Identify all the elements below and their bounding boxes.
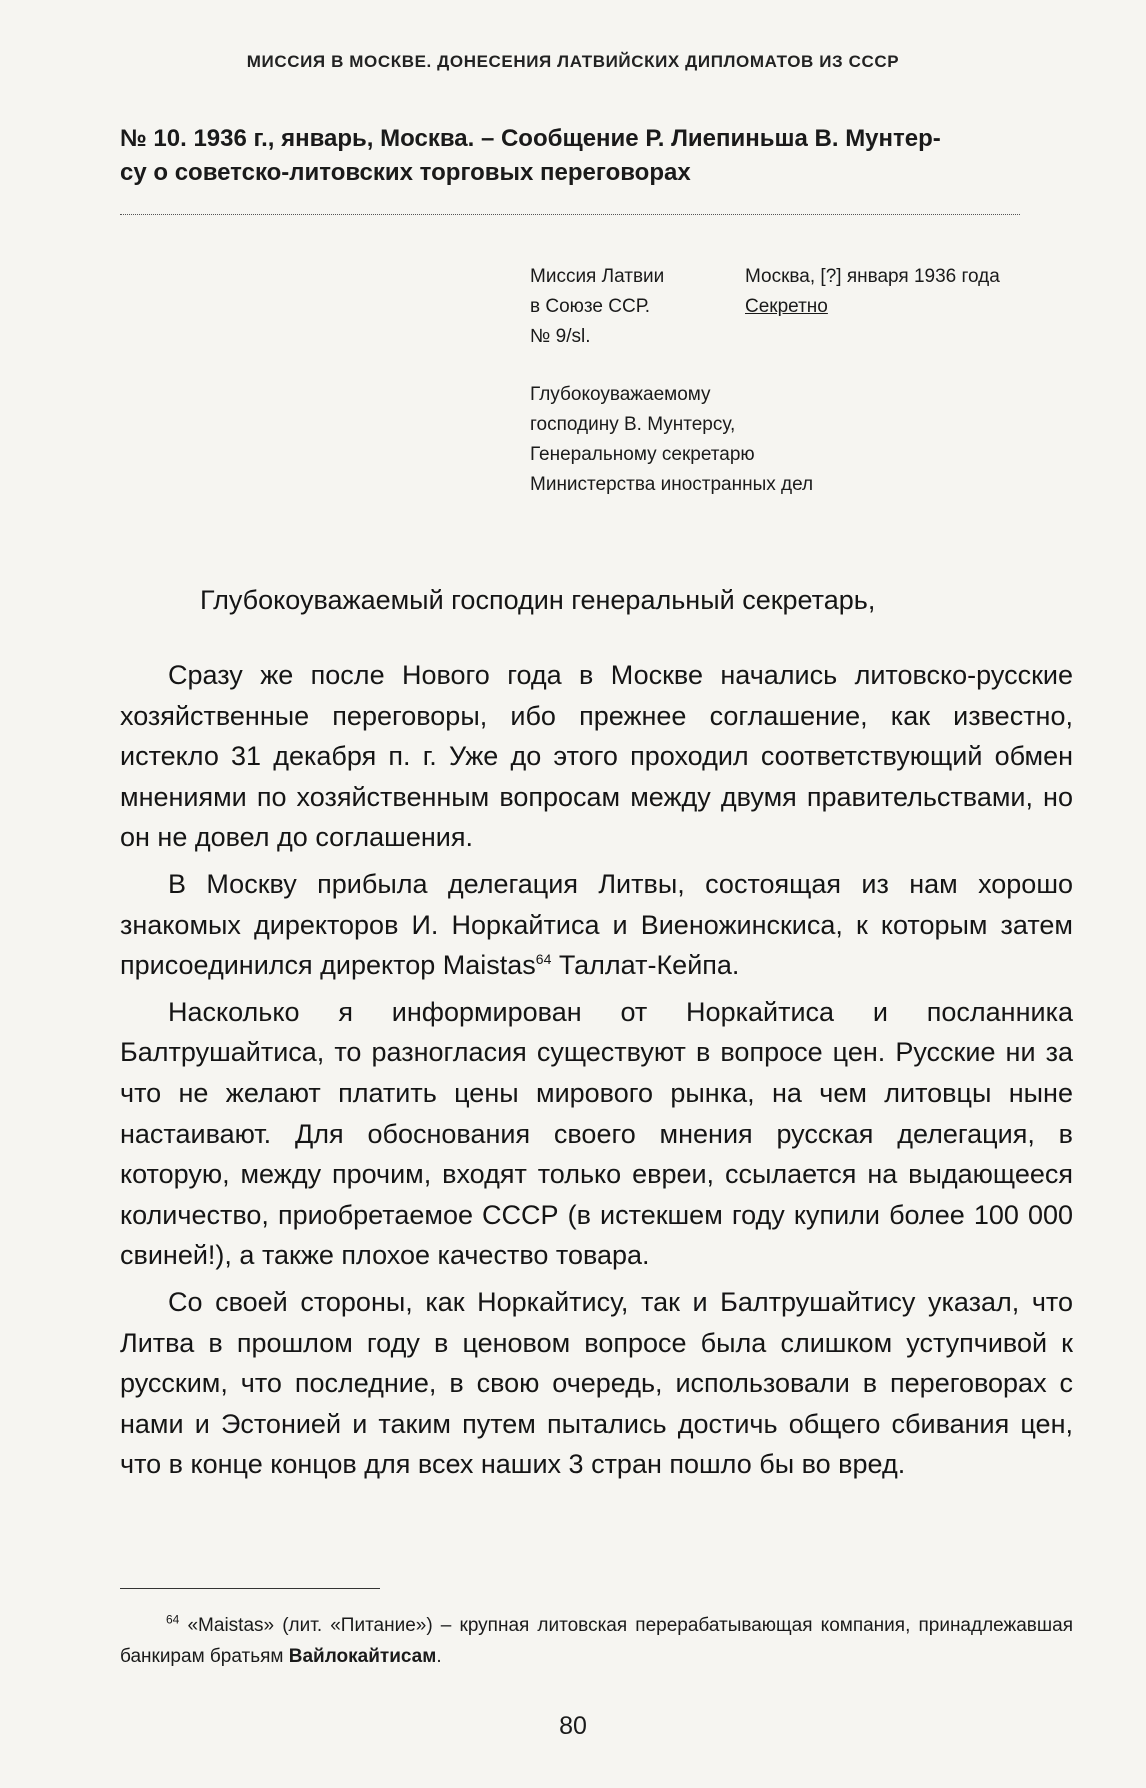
- footnote-number: 64: [166, 1612, 180, 1627]
- addressee-line: Министерства иностранных дел: [530, 474, 814, 495]
- document-title-line: № 10. 1936 г., январь, Москва. – Сообщение Р. Лиепиньша В. Мунтер-: [120, 125, 941, 152]
- body-text: [120, 655, 1073, 1485]
- meta-date: Москва, [?] января 1936 года: [745, 266, 1000, 287]
- running-head: МИССИЯ В МОСКВЕ. ДОНЕСЕНИЯ ЛАТВИЙСКИХ ДИПЛОМАТОВ ИЗ СССР: [246, 52, 900, 71]
- footnote-text: «Maistas» (лит. «Питание») – крупная литовская перерабатывающая компания, принадлежавшая банкирам братьям: [120, 1615, 1073, 1667]
- footnote-bold-name: Вайлокайтисам: [288, 1646, 437, 1667]
- meta-classification: Секретно: [745, 296, 828, 317]
- document-title: [120, 122, 1020, 190]
- addressee-line: господину В. Мунтерсу,: [530, 414, 736, 435]
- footnote: [120, 1610, 1073, 1672]
- footnote-end: .: [436, 1646, 442, 1667]
- document-title-line: су о советско-литовских торговых переговорах: [120, 159, 691, 186]
- document-meta: [530, 262, 1050, 352]
- meta-sender-line: в Союзе ССР.: [530, 296, 651, 317]
- footnote-divider: [120, 1588, 380, 1589]
- salutation: Глубокоуважаемый господин генеральный секретарь,: [200, 585, 876, 615]
- footnote-reference: 64: [535, 951, 552, 968]
- addressee-line: Генеральному секретарю: [530, 444, 755, 465]
- title-divider: [120, 214, 1020, 215]
- paragraph: Сразу же после Нового года в Москве начались литовско-русские хозяйственные переговоры, ибо прежнее соглашение, как известно, истекло 31 декабря п. г. Уже до этого проходил соответствующий обмен мнениями по хозяйственным вопросам между двумя правительствами, но он не довел до соглашения.: [120, 660, 1073, 853]
- paragraph-text: Таллат-Кейпа.: [551, 950, 740, 981]
- page-number: 80: [559, 1712, 587, 1740]
- meta-document-number: № 9/sl.: [530, 326, 591, 347]
- paragraph: Насколько я информирован от Норкайтиса и посланника Балтрушайтиса, то разногласия существуют в вопросе цен. Русские ни за что не желают платить цены мирового рынка, на чем литовцы ныне настаивают. Для обоснования своего мнения русская делегация, в которую, между прочим, входят только евреи, ссылается на выдающееся количество, приобретаемое СССР (в истекшем году купили более 100 000 свиней!), а также плохое качество товара.: [120, 996, 1073, 1271]
- addressee-line: Глубокоуважаемому: [530, 384, 711, 405]
- paragraph: Со своей стороны, как Норкайтису, так и Балтрушайтису указал, что Литва в прошлом году в ценовом вопросе была слишком уступчивой к русским, что последние, в свою очередь, использовали в переговорах с нами и Эстонией и таким путем пытались достичь общего сбивания цен, что в конце концов для всех наших 3 стран пошло бы во вред.: [120, 1286, 1073, 1480]
- paragraph-text: В Москву прибыла делегация Литвы, состоящая из нам хорошо знакомых директоров И. Норкайтиса и Виеножинскиса, к которым затем присоединился директор Maistas: [120, 868, 1073, 981]
- paragraph: [120, 864, 1073, 986]
- meta-sender-line: Миссия Латвии: [530, 266, 665, 287]
- addressee-block: [530, 380, 1050, 500]
